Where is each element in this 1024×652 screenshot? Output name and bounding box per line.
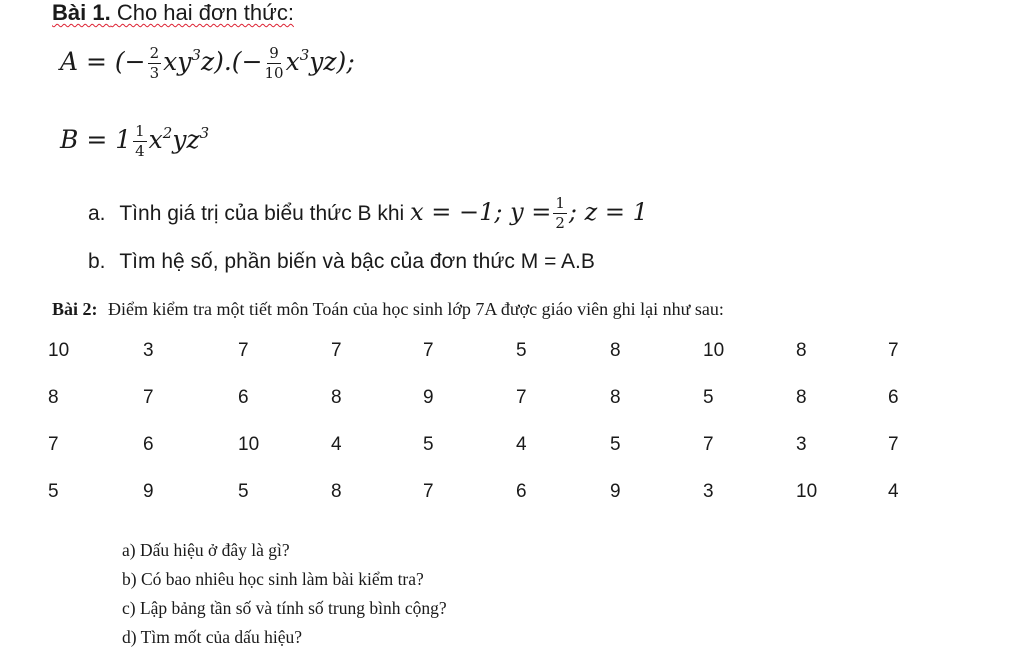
score-cell: 6 (238, 387, 249, 408)
score-cell: 10 (48, 340, 70, 361)
score-cell: 6 (516, 481, 527, 502)
question-c: c) Lập bảng tần số và tính số trung bình cộng? (122, 598, 447, 618)
question-b: b) Có bao nhiêu học sinh làm bài kiểm tra? (122, 569, 424, 589)
score-cell: 9 (423, 387, 434, 408)
bai1-item-b (88, 250, 595, 274)
bai1-item-a (88, 196, 648, 231)
frac-num: 2 (149, 44, 160, 62)
score-cell: 3 (143, 340, 154, 361)
score-cell: 7 (48, 434, 59, 455)
score-cell: 7 (703, 434, 714, 455)
fraction-9-10 (265, 46, 284, 81)
frac-den: 10 (264, 64, 284, 82)
bai2-intro: Điểm kiểm tra một tiết môn Toán của học sinh lớp 7A được giáo viên ghi lại như sau: (108, 299, 724, 319)
frac-den: 3 (149, 64, 160, 82)
score-cell: 9 (143, 481, 154, 502)
bai1-title (52, 0, 294, 26)
exponent: 3 (199, 124, 210, 142)
score-cell: 4 (516, 434, 527, 455)
score-cell: 5 (516, 340, 527, 361)
score-cell: 5 (610, 434, 621, 455)
item-a-prefix: a. (88, 202, 106, 225)
score-cell: 6 (888, 387, 899, 408)
score-cell: 7 (331, 340, 342, 361)
exponent: 2 (162, 124, 173, 142)
expr-a-lhs: A = (− (60, 47, 146, 76)
score-cell: 10 (238, 434, 260, 455)
bai2-heading (52, 299, 724, 320)
score-cell: 8 (610, 387, 621, 408)
score-cell: 7 (516, 387, 527, 408)
exponent: 3 (299, 46, 310, 64)
expr-a-part: z).(− (200, 47, 263, 76)
score-cell: 6 (143, 434, 154, 455)
expr-b-part: yz (172, 125, 200, 154)
fraction-1-4 (133, 124, 147, 159)
expr-a-part: yz); (309, 47, 355, 76)
bai1-label: Bài 1. (52, 0, 111, 25)
frac-den: 2 (555, 214, 565, 232)
expression-b (60, 124, 209, 159)
exponent: 3 (191, 46, 201, 64)
score-cell: 7 (888, 434, 899, 455)
score-cell: 9 (610, 481, 621, 502)
score-cell: 5 (423, 434, 434, 455)
score-cell: 8 (610, 340, 621, 361)
score-cell: 10 (703, 340, 725, 361)
score-cell: 4 (888, 481, 899, 502)
score-cell: 7 (423, 340, 434, 361)
score-cell: 5 (703, 387, 714, 408)
score-cell: 7 (888, 340, 899, 361)
score-cell: 8 (796, 387, 807, 408)
score-cell: 7 (423, 481, 434, 502)
item-a-math-part: x = −1; y = (410, 198, 552, 226)
score-cell: 8 (331, 387, 342, 408)
expr-b-part: x (148, 125, 163, 154)
score-cell: 3 (796, 434, 807, 455)
bai2-label: Bài 2: (52, 299, 98, 319)
frac-num: 1 (555, 194, 565, 212)
frac-num: 1 (135, 122, 145, 140)
score-cell: 4 (331, 434, 342, 455)
score-cell: 7 (143, 387, 154, 408)
score-cell: 8 (796, 340, 807, 361)
expression-a (60, 46, 355, 81)
score-cell: 5 (48, 481, 59, 502)
question-d: d) Tìm mốt của dấu hiệu? (122, 627, 302, 647)
expr-a-part: xy (163, 47, 192, 76)
expr-a-part: x (285, 47, 300, 76)
item-b-text: Tìm hệ số, phần biến và bậc của đơn thức M = A.B (119, 250, 595, 273)
bai1-intro: Cho hai đơn thức: (110, 0, 294, 25)
score-cell: 3 (703, 481, 714, 502)
score-cell: 5 (238, 481, 249, 502)
score-cell: 8 (48, 387, 59, 408)
item-a-text: Tình giá trị của biểu thức B khi (119, 202, 405, 225)
fraction-2-3 (148, 46, 162, 81)
item-b-prefix: b. (88, 250, 106, 273)
score-cell: 7 (238, 340, 249, 361)
bai2-questions (122, 536, 447, 652)
frac-den: 4 (135, 142, 145, 160)
item-a-math (410, 194, 648, 232)
score-cell: 8 (331, 481, 342, 502)
question-a: a) Dấu hiệu ở đây là gì? (122, 540, 290, 560)
frac-num: 9 (269, 44, 279, 62)
fraction-1-2 (553, 196, 567, 231)
item-a-math-part: ; z = 1 (568, 198, 648, 226)
score-cell: 10 (796, 481, 818, 502)
expr-b-lhs: B = 1 (60, 125, 132, 154)
